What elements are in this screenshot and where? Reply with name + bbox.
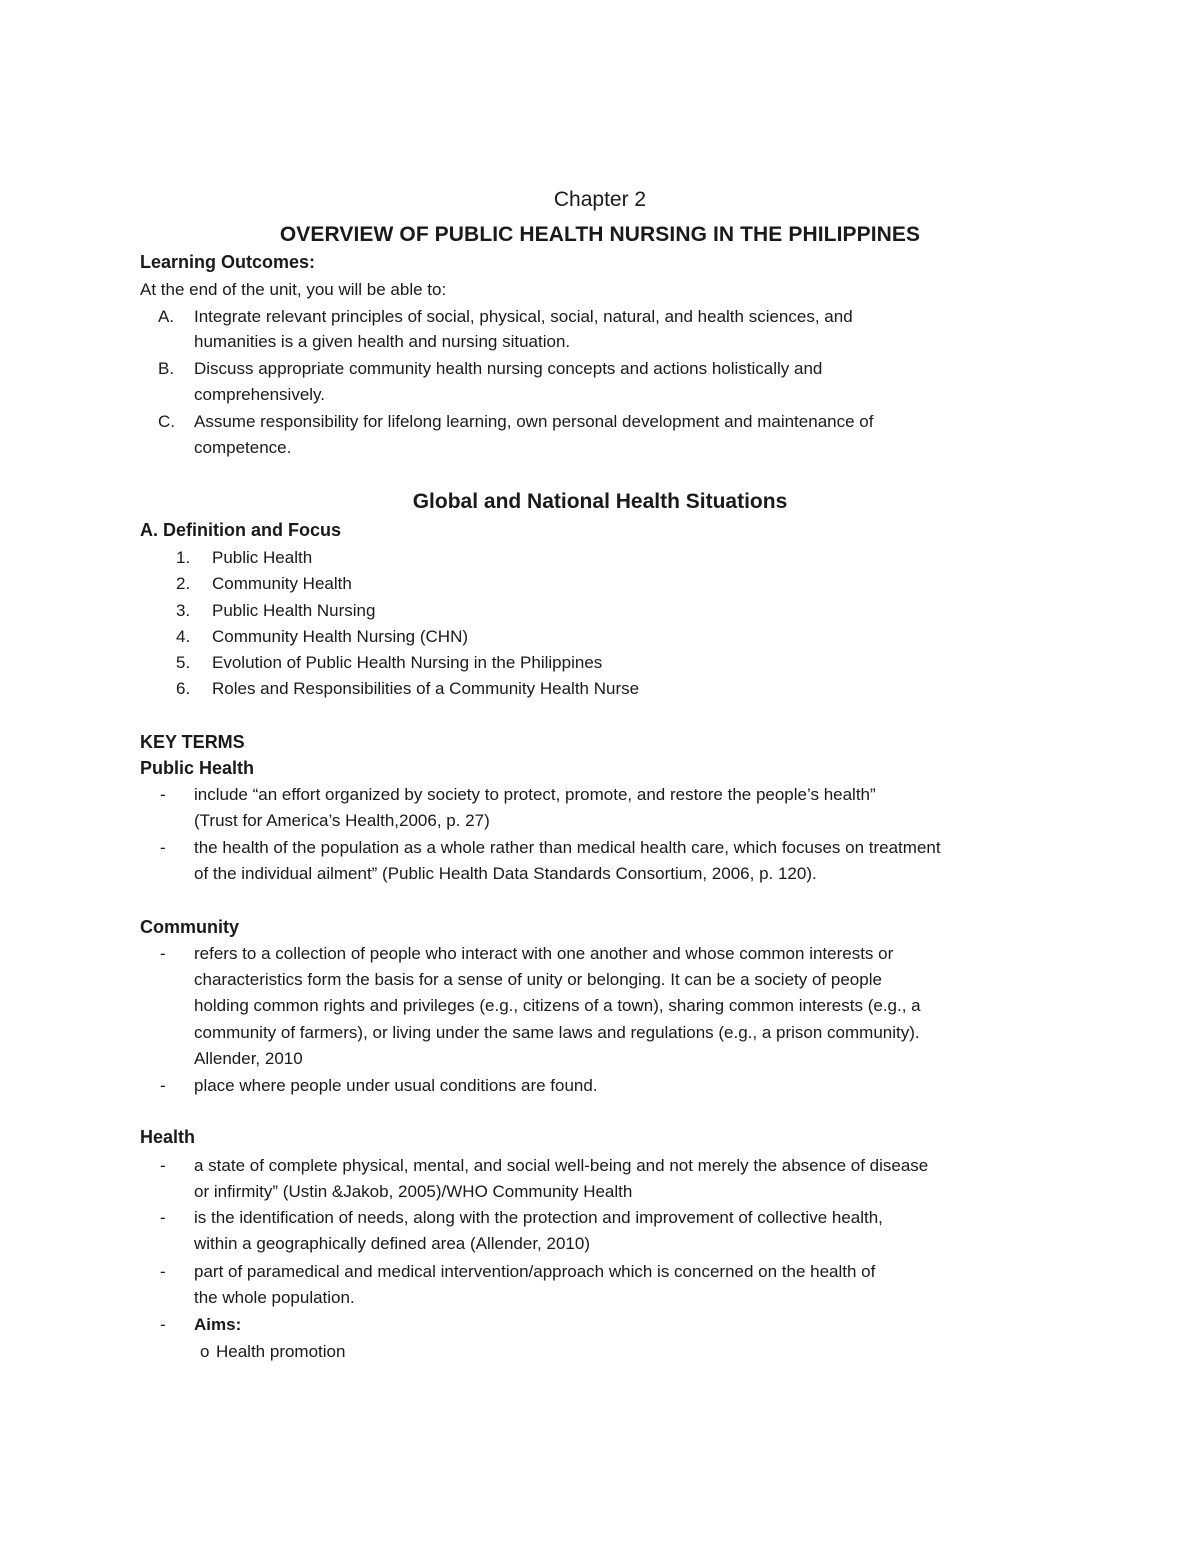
key-terms-heading: KEY TERMS: [140, 732, 245, 752]
bullet-text: or infirmity” (Ustin &Jakob, 2005)/WHO Community Health: [194, 1182, 633, 1201]
list-item: Community Health Nursing (CHN): [212, 627, 469, 646]
list-item-number: 6.: [176, 679, 191, 698]
list-item: Public Health: [212, 548, 313, 567]
learning-outcomes-heading: Learning Outcomes:: [140, 252, 316, 272]
bullet-dash: -: [160, 944, 166, 963]
outcome-marker: C.: [158, 412, 175, 431]
bullet-text: holding common rights and privileges (e.g., citizens of a town), sharing common interests (e.g., a: [194, 996, 921, 1015]
bullet-text: place where people under usual conditions are found.: [194, 1076, 598, 1095]
bullet-text: community of farmers), or living under the same laws and regulations (e.g., a prison community).: [194, 1023, 920, 1042]
outcome-text: humanities is a given health and nursing situation.: [194, 332, 571, 351]
list-item: Roles and Responsibilities of a Community Health Nurse: [212, 679, 640, 698]
bullet-text: include “an effort organized by society to protect, promote, and restore the people’s health”: [194, 785, 876, 804]
sub-bullet-marker: o: [200, 1342, 210, 1361]
term-heading: Public Health: [140, 758, 255, 778]
bullet-dash: -: [160, 1208, 166, 1227]
outcome-marker: B.: [158, 359, 175, 378]
bullet-dash: -: [160, 1156, 166, 1175]
bullet-text: the health of the population as a whole rather than medical health care, which focuses on treatment: [194, 838, 941, 857]
bullet-dash: -: [160, 838, 166, 857]
bullet-text: (Trust for America’s Health,2006, p. 27): [194, 811, 490, 830]
bullet-text: is the identification of needs, along with the protection and improvement of collective health,: [194, 1208, 883, 1227]
bullet-text: of the individual ailment” (Public Health Data Standards Consortium, 2006, p. 120).: [194, 864, 817, 883]
section-title: Global and National Health Situations: [412, 490, 788, 513]
outcome-text: Assume responsibility for lifelong learning, own personal development and maintenance of: [194, 412, 874, 431]
chapter-label: Chapter 2: [553, 188, 647, 211]
section-subheading: A. Definition and Focus: [140, 520, 341, 540]
bullet-text: part of paramedical and medical intervention/approach which is concerned on the health of: [194, 1262, 876, 1281]
bullet-text: a state of complete physical, mental, and social well-being and not merely the absence of disease: [194, 1156, 929, 1175]
outcome-text: competence.: [194, 438, 292, 457]
bullet-dash: -: [160, 1076, 166, 1095]
outcome-marker: A.: [158, 307, 175, 326]
bullet-dash: -: [160, 1315, 166, 1334]
list-item: Public Health Nursing: [212, 601, 376, 620]
list-item-number: 2.: [176, 574, 191, 593]
bullet-text: Allender, 2010: [194, 1049, 303, 1068]
bullet-dash: -: [160, 1262, 166, 1281]
list-item-number: 3.: [176, 601, 191, 620]
bullet-text: characteristics form the basis for a sense of unity or belonging. It can be a society of people: [194, 970, 882, 989]
bullet-text: the whole population.: [194, 1288, 355, 1307]
list-item: Community Health: [212, 574, 352, 593]
list-item-number: 1.: [176, 548, 191, 567]
bullet-text: refers to a collection of people who interact with one another and whose common interests or: [194, 944, 894, 963]
bullet-dash: -: [160, 785, 166, 804]
term-heading: Community: [140, 917, 239, 937]
bullet-text: within a geographically defined area (Allender, 2010): [194, 1234, 590, 1253]
page-title: OVERVIEW OF PUBLIC HEALTH NURSING IN THE PHILIPPINES: [279, 223, 921, 246]
outcome-text: Discuss appropriate community health nursing concepts and actions holistically and: [194, 359, 823, 378]
aims-label: Aims:: [194, 1315, 242, 1334]
list-item-number: 4.: [176, 627, 191, 646]
term-heading: Health: [140, 1127, 196, 1147]
list-item: Evolution of Public Health Nursing in the Philippines: [212, 653, 603, 672]
outcome-text: Integrate relevant principles of social, physical, social, natural, and health sciences, and: [194, 307, 853, 326]
list-item-number: 5.: [176, 653, 191, 672]
sub-bullet-text: Health promotion: [216, 1342, 346, 1361]
learning-outcomes-intro: At the end of the unit, you will be able to:: [140, 280, 447, 299]
outcome-text: comprehensively.: [194, 385, 326, 404]
